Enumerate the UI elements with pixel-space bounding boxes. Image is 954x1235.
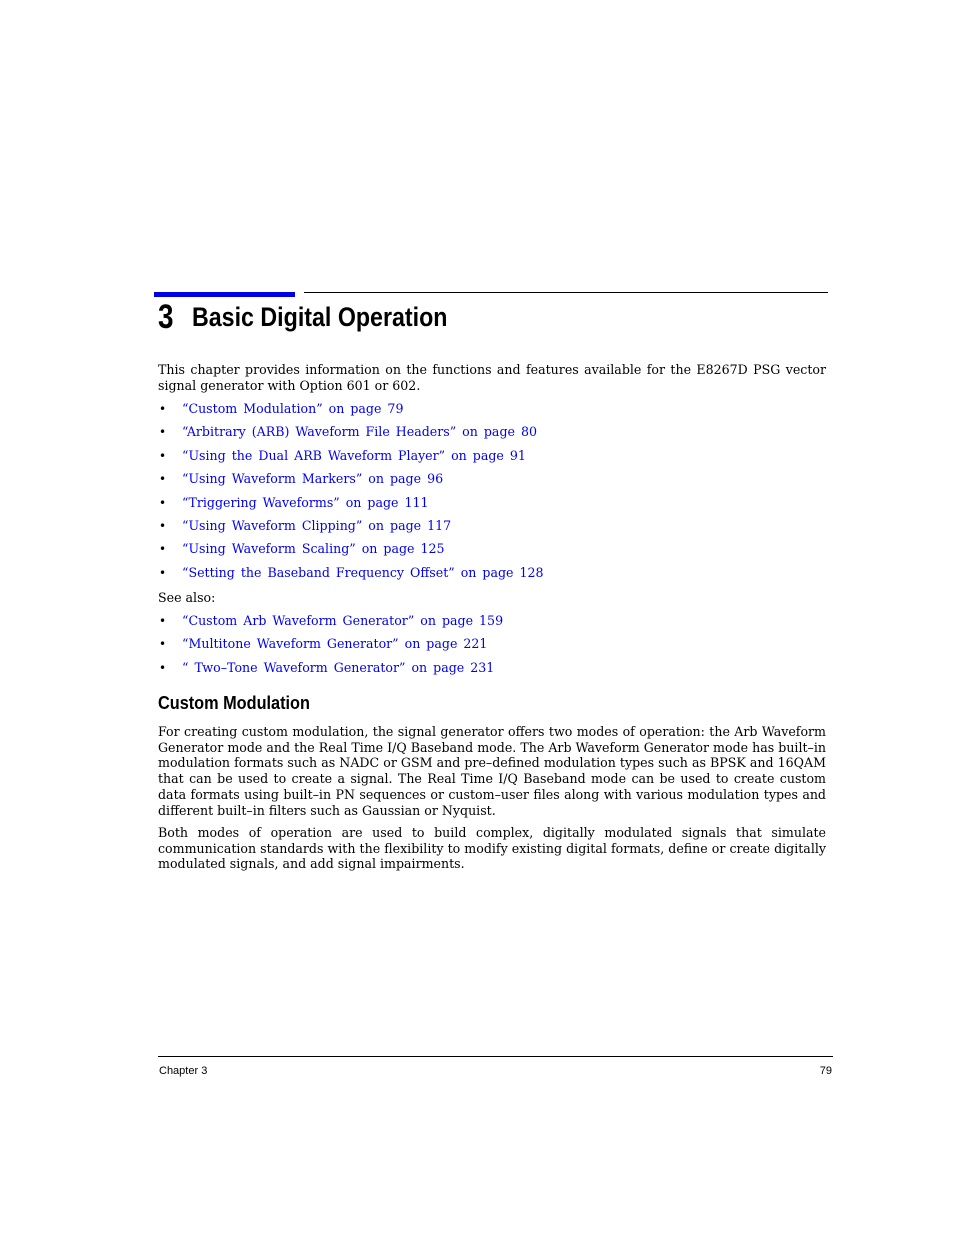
list-item [158, 660, 503, 683]
bullet-glyph: • [159, 402, 167, 416]
link-custom-arb-generator[interactable]: “Custom Arb Waveform Generator” on page 159 [182, 613, 504, 628]
list-item [158, 471, 544, 494]
chapter-number: 3 [158, 298, 174, 336]
bullet-glyph: • [159, 425, 167, 440]
bullet-glyph: • [159, 660, 167, 675]
chapter-title: Basic Digital Operation [191, 302, 448, 332]
bullet-glyph: • [159, 495, 167, 510]
footer-page-number: 79 [819, 1065, 832, 1077]
list-item [158, 613, 503, 636]
list-item [158, 424, 544, 447]
link-baseband-frequency-offset[interactable]: “Setting the Baseband Frequency Offset” on page 128 [182, 564, 544, 580]
intro-paragraph: This chapter provides information on the functions and features available for the E8267D PSG vector signal generator with Option 601 or 602. [158, 362, 826, 393]
link-two-tone-generator[interactable]: “ Two–Tone Waveform Generator” on page 231 [182, 659, 495, 675]
link-dual-arb-player[interactable]: “Using the Dual ARB Waveform Player” on page 91 [182, 447, 526, 463]
chapter-header-rule [304, 292, 828, 293]
topic-link-list [158, 401, 544, 588]
list-item [158, 448, 544, 471]
list-item [158, 401, 544, 424]
bullet-glyph: • [159, 614, 167, 628]
bullet-glyph: • [159, 448, 167, 463]
bullet-glyph: • [159, 542, 167, 557]
link-triggering-waveforms[interactable]: “Triggering Waveforms” on page 111 [182, 494, 429, 510]
chapter-accent-rule [154, 292, 295, 297]
see-also-label: See also: [158, 590, 216, 605]
bullet-glyph: • [159, 472, 167, 487]
bullet-glyph: • [159, 565, 167, 580]
link-custom-modulation[interactable]: “Custom Modulation” on page 79 [182, 401, 404, 416]
link-waveform-scaling[interactable]: “Using Waveform Scaling” on page 125 [182, 541, 445, 557]
link-multitone-generator[interactable]: “Multitone Waveform Generator” on page 221 [182, 636, 488, 652]
list-item [158, 565, 544, 588]
link-waveform-markers[interactable]: “Using Waveform Markers” on page 96 [182, 471, 444, 487]
link-arb-file-headers[interactable]: “Arbitrary (ARB) Waveform File Headers” on page 80 [182, 424, 537, 440]
bullet-glyph: • [159, 637, 167, 652]
bullet-glyph: • [159, 518, 167, 533]
body-paragraph: Both modes of operation are used to build complex, digitally modulated signals that simulate communication standards with the flexibility to modify existing digital formats, define or create digitally modulated signals, and add signal impairments. [158, 825, 826, 872]
list-item [158, 518, 544, 541]
section-heading: Custom Modulation [158, 692, 310, 713]
link-waveform-clipping[interactable]: “Using Waveform Clipping” on page 117 [182, 517, 452, 533]
body-paragraph: For creating custom modulation, the signal generator offers two modes of operation: the Arb Waveform Generator mode and the Real Time I/Q Baseband mode. The Arb Waveform Generator mode has built–in modulation formats such as NADC or GSM and pre–defined modulation types such as BPSK and 16QAM that can be used to create a signal. The Real Time I/Q Baseband mode can be used to create custom data formats using built–in PN sequences or custom–user files along with various modulation types and different built–in filters such as Gaussian or Nyquist. [158, 724, 826, 818]
list-item [158, 541, 544, 564]
footer-rule [158, 1056, 833, 1057]
list-item [158, 636, 503, 659]
chapter-heading [158, 300, 489, 334]
see-also-link-list [158, 613, 503, 683]
footer-chapter-label: Chapter 3 [159, 1065, 208, 1077]
list-item [158, 495, 544, 518]
